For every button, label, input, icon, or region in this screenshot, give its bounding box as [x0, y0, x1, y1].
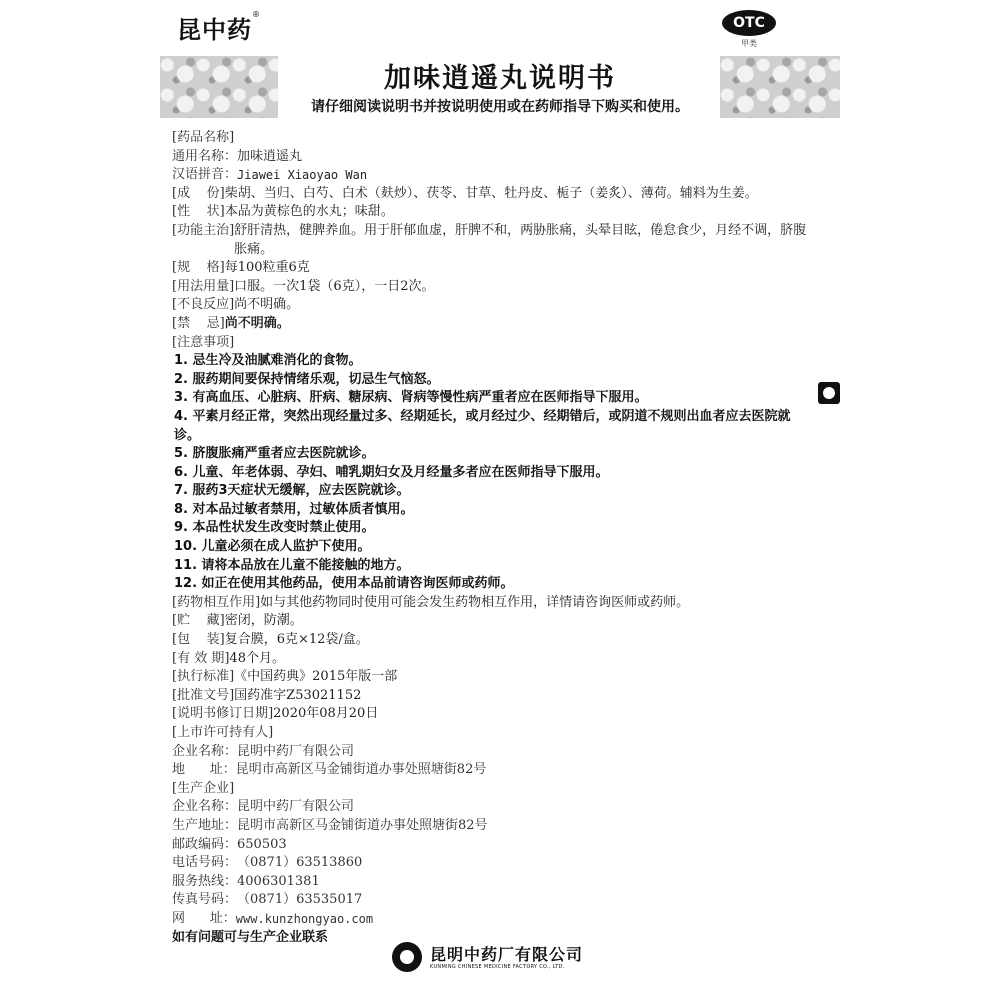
field-label: [性 状] [172, 204, 225, 220]
manufacturer-name-row [172, 798, 812, 817]
field-value: 昆明市高新区马金铺街道办事处照塘街82号 [237, 817, 488, 833]
registration-mark-icon [818, 382, 840, 404]
registered-mark: ® [252, 10, 261, 19]
section-label: [上市许可持有人] [172, 725, 274, 740]
manufacturer-heading [172, 780, 812, 799]
spec-row [172, 259, 812, 278]
company-emblem-icon [392, 942, 422, 972]
phone-row [172, 854, 812, 873]
package-row [172, 631, 812, 650]
section-label: [药品名称] [172, 130, 235, 145]
field-value: 舒肝清热，健脾养血。用于肝郁血虚，肝脾不和，两胁胀痛，头晕目眩，倦怠食少，月经不调，脐腹胀痛。 [234, 222, 807, 257]
field-label: 传真号码： [172, 892, 238, 908]
field-label: [禁 忌] [172, 315, 225, 331]
field-label: [贮 藏] [172, 613, 225, 629]
field-value: 48个月。 [229, 650, 285, 666]
precaution-item: 9. 本品性状发生改变时禁止使用。 [174, 520, 375, 536]
field-label: [规 格] [172, 260, 225, 276]
field-label: [说明书修订日期] [172, 706, 274, 722]
field-label: 企业名称： [172, 743, 238, 759]
field-value: 尚不明确。 [234, 297, 300, 313]
hotline-row [172, 873, 812, 892]
brand-logo [177, 10, 261, 45]
otc-class-label: 甲类 [741, 39, 757, 48]
zip-row [172, 836, 812, 855]
character-row [172, 203, 812, 222]
contact-note: 如有问题可与生产企业联系 [172, 929, 329, 945]
field-label: [成 份] [172, 185, 225, 201]
field-value: 柴胡、当归、白芍、白术（麸炒）、茯苓、甘草、牡丹皮、栀子（姜炙）、薄荷。辅料为生姜。 [224, 185, 758, 201]
standard-row [172, 668, 812, 687]
company-name-cn: 昆明中药厂有限公司 [430, 945, 584, 964]
field-label: 服务热线： [172, 873, 238, 889]
field-value: 昆明中药厂有限公司 [237, 799, 355, 815]
approval-row [172, 687, 812, 706]
field-value: 2020年08月20日 [273, 706, 379, 722]
field-label: [功能主治] [172, 222, 235, 238]
manufacturer-address-row [172, 817, 812, 836]
precaution-item: 2. 服药期间要保持情绪乐观，切忌生气恼怒。 [174, 371, 440, 387]
otc-badge: OTC [722, 10, 776, 36]
field-value: 尚不明确。 [224, 315, 290, 331]
adverse-row [172, 296, 812, 315]
precaution-item: 6. 儿童、年老体弱、孕妇、哺乳期妇女及月经量多者应在医师指导下服用。 [174, 464, 609, 480]
precaution-item: 11. 请将本品放在儿童不能接触的地方。 [174, 557, 410, 573]
brand-name: 昆中药 [177, 16, 252, 44]
field-label: [有 效 期] [172, 650, 230, 666]
document-title: 加味逍遥丸说明书 [384, 63, 616, 94]
precaution-item: 5. 脐腹胀痛严重者应去医院就诊。 [174, 446, 375, 462]
field-value: 4006301381 [237, 873, 320, 889]
field-value: 密闭，防潮。 [224, 613, 303, 629]
field-label: 邮政编码： [172, 836, 238, 852]
website-row [172, 910, 812, 929]
field-label: [药物相互作用] [172, 594, 261, 610]
pinyin-row [172, 166, 812, 185]
field-label: [批准文号] [172, 687, 235, 703]
field-value: Jiawei Xiaoyao Wan [237, 168, 368, 183]
ingredients-row [172, 185, 812, 204]
section-label: [注意事项] [172, 334, 235, 350]
field-label: 通用名称： [172, 148, 238, 164]
precautions-list [172, 352, 812, 594]
precaution-item: 3. 有高血压、心脏病、肝病、糖尿病、肾病等慢性病严重者应在医师指导下服用。 [174, 390, 648, 406]
company-name-en: KUNMING CHINESE MEDICINE FACTORY CO., LTD. [430, 964, 565, 970]
field-label: 地 址： [172, 762, 236, 778]
holder-address-row [172, 761, 812, 780]
field-value: （0871）63535017 [237, 892, 363, 908]
precaution-item: 1. 忌生冷及油腻难消化的食物。 [174, 353, 362, 369]
holder-name-row [172, 743, 812, 762]
indications-row [172, 222, 812, 259]
storage-row [172, 612, 812, 631]
contraindication-row [172, 315, 812, 334]
field-label: [执行标准] [172, 669, 235, 685]
field-label: 电话号码： [172, 855, 238, 871]
field-value: 本品为黄棕色的水丸；味甜。 [224, 204, 394, 220]
generic-name-row [172, 148, 812, 167]
precaution-item: 10. 儿童必须在成人监护下使用。 [174, 539, 371, 555]
leaflet-body [172, 129, 812, 947]
footer-company-logo [386, 936, 616, 980]
precaution-item: 7. 服药3天症状无缓解，应去医院就诊。 [174, 483, 410, 499]
field-label: [包 装] [172, 632, 225, 648]
field-label: [用法用量] [172, 278, 235, 294]
field-value: 昆明市高新区马金铺街道办事处照塘街82号 [235, 762, 487, 778]
field-value: 国药准字Z53021152 [234, 687, 362, 703]
document-subtitle: 请仔细阅读说明书并按说明使用或在药师指导下购买和使用。 [311, 99, 689, 115]
holder-heading [172, 724, 812, 743]
field-value: 《中国药典》2015年版一部 [234, 669, 398, 685]
website-link[interactable]: www.kunzhongyao.com [235, 911, 374, 926]
field-value: 昆明中药厂有限公司 [237, 743, 355, 759]
field-value: 如与其他药物同时使用可能会发生药物相互作用，详情请咨询医师或药师。 [260, 594, 690, 610]
interaction-row [172, 594, 812, 613]
section-drug-name [172, 129, 812, 148]
field-value: 每100粒重6克 [224, 260, 310, 276]
field-value: 加味逍遥丸 [237, 148, 303, 164]
fax-row [172, 891, 812, 910]
section-label: [生产企业] [172, 780, 235, 796]
field-label: 企业名称： [172, 799, 238, 815]
precaution-item: 4. 平素月经正常，突然出现经量过多、经期延长，或月经过少、经期错后，或阴道不规则出血者应去医院就诊。 [174, 408, 791, 443]
field-value: 口服。一次1袋（6克），一日2次。 [234, 278, 435, 294]
field-label: 生产地址： [172, 817, 238, 833]
field-label: 网 址： [172, 910, 236, 926]
field-label: [不良反应] [172, 297, 235, 313]
revision-row [172, 705, 812, 724]
precautions-heading [172, 334, 812, 353]
field-value: 650503 [237, 836, 287, 852]
precaution-item: 12. 如正在使用其他药品，使用本品前请咨询医师或药师。 [174, 576, 514, 592]
precaution-item: 8. 对本品过敏者禁用，过敏体质者慎用。 [174, 501, 414, 517]
field-value: 复合膜，6克×12袋/盒。 [224, 632, 369, 648]
dosage-row [172, 278, 812, 297]
field-value: （0871）63513860 [237, 855, 363, 871]
field-label: 汉语拼音： [172, 167, 238, 183]
validity-row [172, 650, 812, 669]
